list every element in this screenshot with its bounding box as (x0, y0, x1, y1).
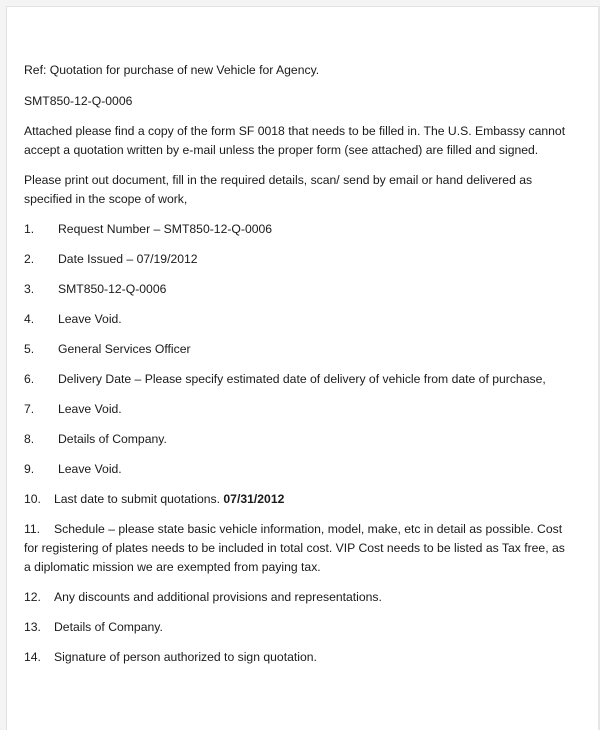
instruction-paragraph: Please print out document, fill in the required details, scan/ send by email or hand delivered as specified in the scope of work, (24, 173, 533, 206)
list-item-number: 12. (24, 590, 41, 604)
list-item-text: Details of Company. (58, 432, 167, 446)
list-item-text: Delivery Date – Please specify estimated date of delivery of vehicle from date of purchase, (58, 372, 546, 386)
list-item-text: General Services Officer (58, 342, 191, 356)
deadline-date: 07/31/2012 (223, 492, 285, 506)
list-item-number: 11. (24, 522, 41, 536)
list-item (24, 588, 572, 607)
list-item-number: 1. (24, 222, 35, 236)
list-item (24, 400, 572, 419)
list-item-number: 14. (24, 650, 41, 664)
list-item-number: 4. (24, 312, 35, 326)
list-item-text: Leave Void. (58, 462, 122, 476)
list-item (24, 370, 572, 389)
list-item-text: Schedule – please state basic vehicle information, model, make, etc in detail as possible. Cost for registering of plates needs to be included in total cost. VIP Cost needs to be listed as Tax free, as a diplomatic mission we are exempted from paying tax. (24, 522, 565, 574)
list-item (24, 340, 572, 359)
ref-line: Ref: Quotation for purchase of new Vehicle for Agency. (24, 63, 320, 77)
document-body (24, 61, 572, 678)
ref-number: SMT850-12-Q-0006 (24, 94, 133, 108)
list-item (24, 280, 572, 299)
list-item-text: Date Issued – 07/19/2012 (58, 252, 198, 266)
list-item-text: SMT850-12-Q-0006 (58, 282, 167, 296)
list-item (24, 310, 572, 329)
list-item-number: 10. (24, 492, 41, 506)
list-item-text: Signature of person authorized to sign quotation. (54, 650, 317, 664)
list-item (24, 648, 572, 667)
list-item-number: 3. (24, 282, 35, 296)
list-item-number: 13. (24, 620, 41, 634)
list-item-text: Last date to submit quotations. (54, 492, 220, 506)
list-item-text: Leave Void. (58, 312, 122, 326)
list-item (24, 618, 572, 637)
intro-paragraph: Attached please find a copy of the form SF 0018 that needs to be filled in. The U.S. Embassy cannot accept a quotation written by e-mail unless the proper form (see attached) are filled and signed. (24, 124, 566, 157)
list-item (24, 220, 572, 239)
list-item (24, 250, 572, 269)
list-item-number: 2. (24, 252, 35, 266)
list-item (24, 460, 572, 479)
list-item-number: 9. (24, 462, 35, 476)
list-item-number: 5. (24, 342, 35, 356)
list-item-number: 7. (24, 402, 35, 416)
list-item-schedule (24, 520, 572, 577)
list-item-text: Leave Void. (58, 402, 122, 416)
list-item-number: 8. (24, 432, 35, 446)
list-item-text: Any discounts and additional provisions and representations. (54, 590, 382, 604)
list-item-text: Request Number – SMT850-12-Q-0006 (58, 222, 273, 236)
list-item-deadline (24, 490, 572, 509)
list-item-number: 6. (24, 372, 35, 386)
list-item-text: Details of Company. (54, 620, 163, 634)
list-item (24, 430, 572, 449)
